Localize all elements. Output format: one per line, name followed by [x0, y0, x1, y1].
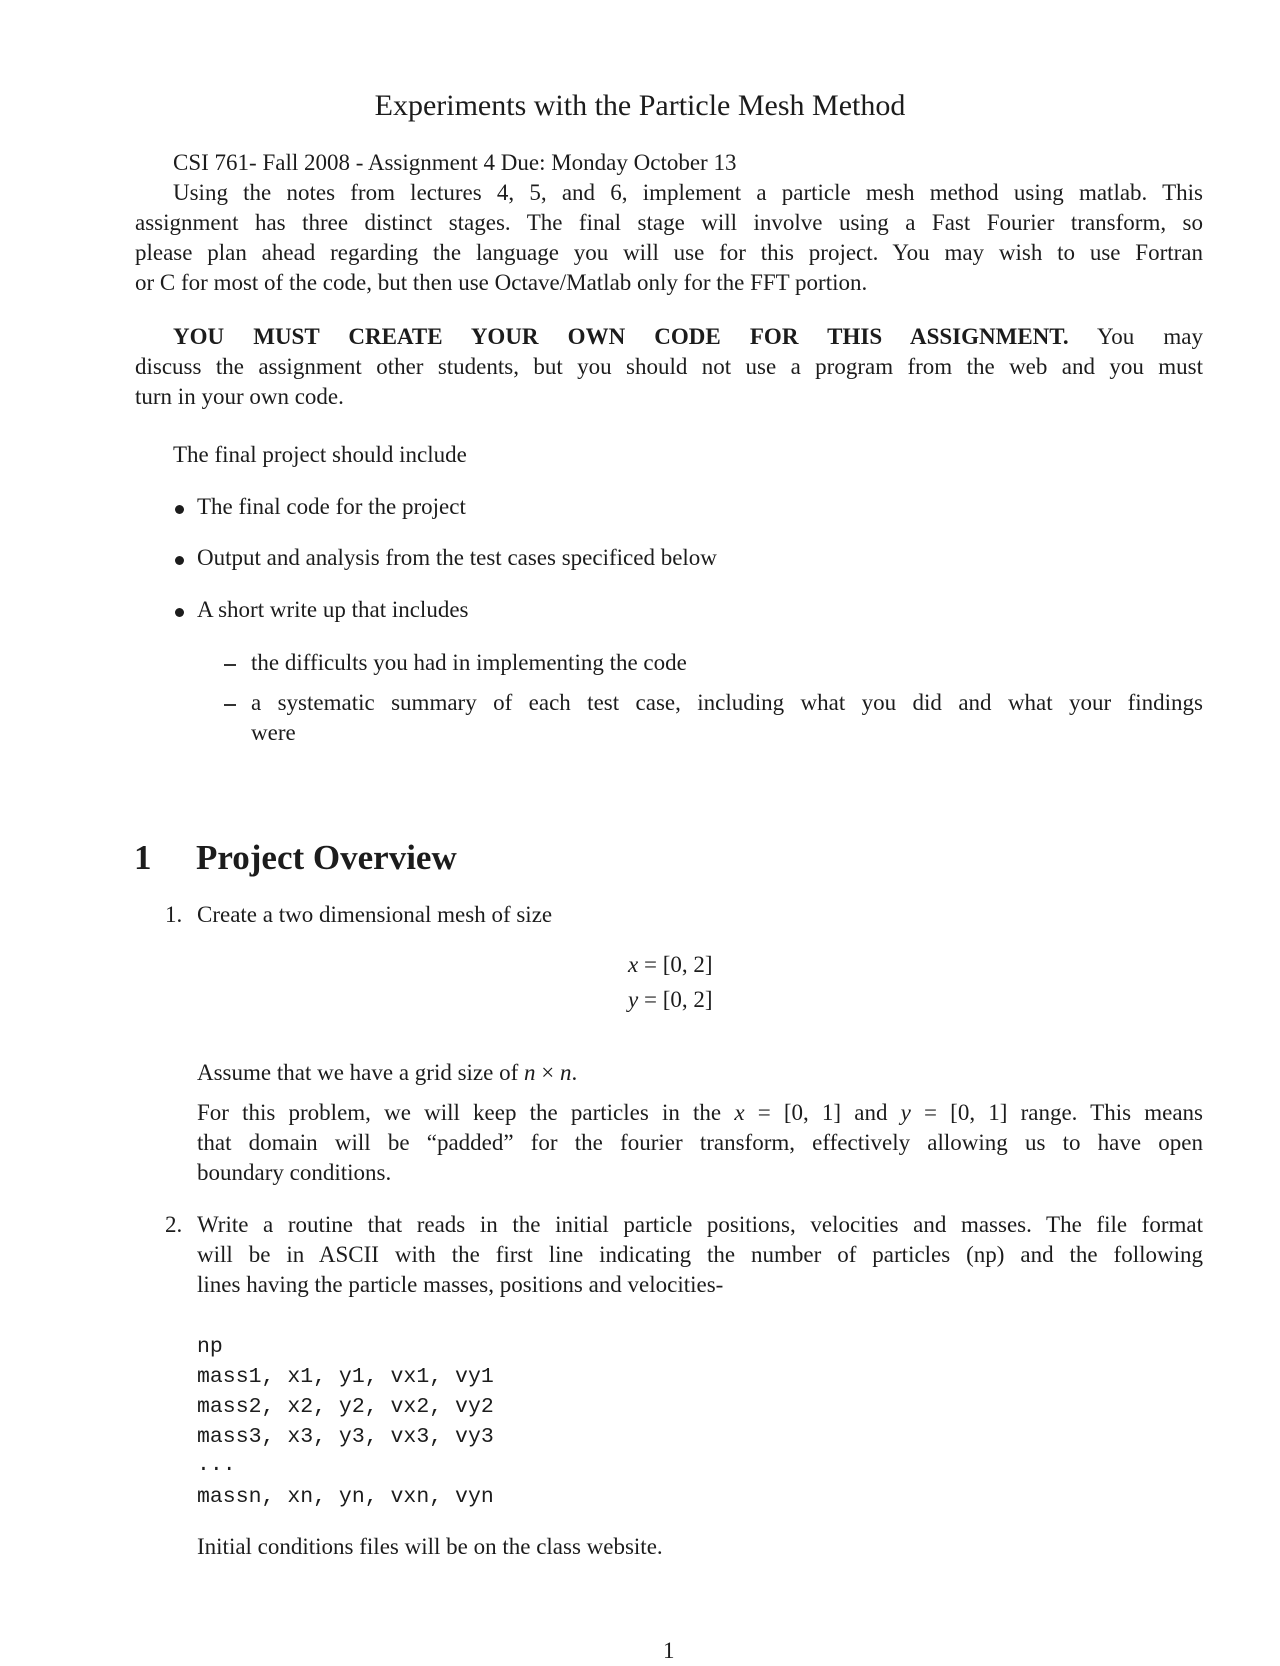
- grid-suffix: .: [571, 1060, 578, 1085]
- enum-number: 1.: [165, 902, 183, 927]
- bullet-item: Output and analysis from the test cases specificed below: [197, 545, 717, 570]
- enum-item-line: lines having the particle masses, positions and velocities-: [197, 1272, 724, 1297]
- problem-text: = [0, 1] range. This means: [910, 1100, 1203, 1125]
- grid-size-line: [197, 1058, 577, 1088]
- enum-item-line: will be in ASCII with the first line indicating the number of particles (np) and the following: [197, 1242, 1203, 1267]
- math-rhs: = [0, 2]: [643, 987, 713, 1012]
- math-var: y: [900, 1100, 911, 1125]
- warning-line-2: discuss the assignment other students, but you should not use a program from the web and you must: [135, 354, 1203, 379]
- warning-line-1: [173, 322, 1203, 352]
- section-title: Project Overview: [196, 838, 457, 877]
- math-var: x: [628, 952, 639, 977]
- bullet-icon: [175, 608, 184, 617]
- code-line: mass1, x1, y1, vx1, vy1: [197, 1365, 494, 1389]
- problem-text: For this problem, we will keep the particles in the: [197, 1100, 735, 1125]
- enum-item-text: Create a two dimensional mesh of size: [197, 902, 553, 927]
- code-line: np: [197, 1335, 223, 1359]
- math-var: x: [734, 1100, 745, 1125]
- grid-prefix: Assume that we have a grid size of: [197, 1060, 525, 1085]
- intro-line-2: assignment has three distinct stages. The final stage will involve using a Fast Fourier transform, so: [135, 210, 1203, 235]
- intro-line-1: Using the notes from lectures 4, 5, and 6, implement a particle mesh method using matlab. This: [173, 180, 1203, 205]
- sub-bullet-item: a systematic summary of each test case, including what you did and what your findings: [251, 690, 1203, 715]
- bullet-item: The final code for the project: [197, 494, 466, 519]
- dash-icon: [224, 664, 236, 666]
- include-intro: The final project should include: [173, 442, 467, 467]
- problem-line-3: boundary conditions.: [197, 1160, 392, 1185]
- warning-line-3: turn in your own code.: [135, 384, 344, 409]
- code-line: ...: [197, 1453, 236, 1477]
- equation-x: [628, 950, 713, 980]
- problem-text: = [0, 1] and: [744, 1100, 901, 1125]
- math-var: y: [628, 987, 639, 1012]
- sub-bullet-item: the difficults you had in implementing the code: [251, 650, 687, 675]
- warning-bold: YOU MUST CREATE YOUR OWN CODE FOR THIS ASSIGNMENT.: [173, 324, 1069, 349]
- bullet-icon: [175, 505, 184, 514]
- code-line: massn, xn, yn, vxn, vyn: [197, 1485, 494, 1509]
- code-line: mass2, x2, y2, vx2, vy2: [197, 1395, 494, 1419]
- math-var: n: [524, 1060, 536, 1085]
- page-number: 1: [663, 1638, 675, 1663]
- code-line: mass3, x3, y3, vx3, vy3: [197, 1425, 494, 1449]
- equation-y: [628, 985, 713, 1015]
- intro-line-3: please plan ahead regarding the language you will use for this project. You may wish to use Fortran: [135, 240, 1203, 265]
- problem-line-1: [197, 1098, 1203, 1128]
- enum-item-line: Write a routine that reads in the initial particle positions, velocities and masses. The file format: [197, 1212, 1203, 1237]
- dash-icon: [224, 704, 236, 706]
- math-rhs: = [0, 2]: [643, 952, 713, 977]
- course-line: CSI 761- Fall 2008 - Assignment 4 Due: Monday October 13: [173, 150, 737, 175]
- enum-number: 2.: [165, 1212, 183, 1237]
- closing-text: Initial conditions files will be on the class website.: [197, 1534, 663, 1559]
- intro-line-4: or C for most of the code, but then use Octave/Matlab only for the FFT portion.: [135, 270, 868, 295]
- warning-rest: You may: [1096, 324, 1203, 349]
- section-number: 1: [134, 838, 152, 877]
- sub-bullet-continuation: were: [251, 720, 296, 745]
- bullet-item: A short write up that includes: [197, 597, 469, 622]
- math-var: n: [560, 1060, 572, 1085]
- bullet-icon: [175, 556, 184, 565]
- math-times: ×: [535, 1060, 560, 1085]
- problem-line-2: that domain will be “padded” for the fourier transform, effectively allowing us to have open: [197, 1130, 1203, 1155]
- document-title: Experiments with the Particle Mesh Method: [374, 89, 906, 122]
